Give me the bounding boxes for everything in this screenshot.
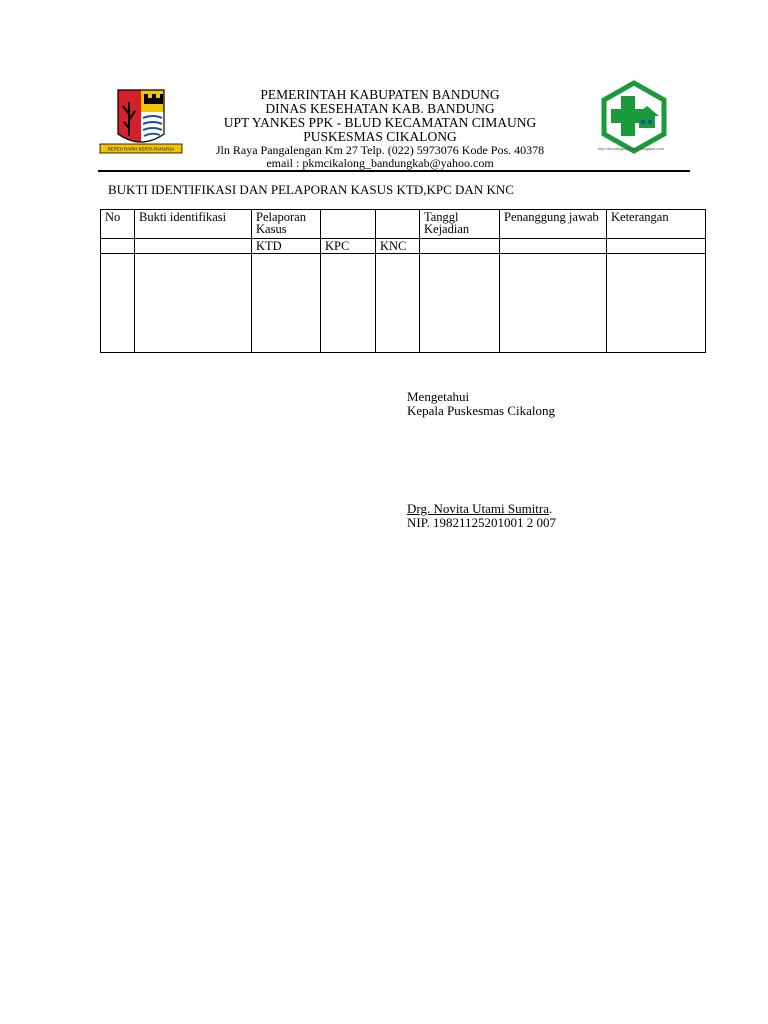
table-subheader-row [101,239,706,254]
table-cell [607,254,706,353]
table-cell [376,254,420,353]
letterhead-address: Jln Raya Pangalengan Km 27 Telp. (022) 5973076 Kode Pos. 40378 [215,143,545,157]
subheader-knc: KNC [376,239,420,254]
header-penanggung-jawab: Penanggung jawab [500,210,607,239]
table-cell [607,239,706,254]
signatory-name: Drg. Novita Utami Sumitra [407,501,550,516]
subheader-ktd: KTD [252,239,321,254]
header-blank [376,210,420,239]
table-cell [500,254,607,353]
letterhead-line-4: PUSKESMAS CIKALONG [303,129,457,144]
signature-line-2: Kepala Puskesmas Cikalong [407,403,556,418]
table-cell [101,239,135,254]
kabupaten-bandung-emblem-icon [98,84,184,158]
subheader-kpc: KPC [321,239,376,254]
header-no: No [101,210,135,239]
header-pelaporan-kasus: Pelaporan Kasus [252,210,321,239]
letterhead-line-1: PEMERINTAH KABUPATEN BANDUNG [260,87,500,102]
table-cell [101,254,135,353]
table-header-row [101,210,706,239]
header-blank [321,210,376,239]
letterhead [190,88,570,170]
header-tanggal-kejadian: Tanggl Kejadian [420,210,500,239]
table-cell [420,254,500,353]
table-cell [321,254,376,353]
signature-block [407,390,556,530]
table-cell [420,239,500,254]
header-keterangan: Keterangan [607,210,706,239]
signatory-nip: NIP. 19821125201001 2 007 [407,515,557,530]
letterhead-line-2: DINAS KESEHATAN KAB. BANDUNG [265,101,495,116]
table-cell [252,254,321,353]
signature-line-1: Mengetahui [407,389,470,404]
signatory-name-line [407,502,556,516]
report-table [100,209,706,353]
puskesmas-logo-icon [597,80,671,154]
document-title: BUKTI IDENTIFIKASI DAN PELAPORAN KASUS KTD,KPC DAN KNC [108,182,514,197]
table-cell [135,239,252,254]
table-cell [500,239,607,254]
letterhead-line-3: UPT YANKES PPK - BLUD KECAMATAN CIMAUNG [223,115,537,130]
table-row [101,254,706,353]
header-divider [98,170,690,172]
signatory-name-suffix: . [549,501,553,516]
header-bukti-identifikasi: Bukti identifikasi [135,210,252,239]
table-cell [135,254,252,353]
logo-source-url: http://dunialogoetiketku.blogspot.com [598,146,665,151]
emblem-motto: REPEH RAPIH KERTA RAHARJA [107,146,175,152]
letterhead-email: email : pkmcikalong_bandungkab@yahoo.com [266,156,494,170]
